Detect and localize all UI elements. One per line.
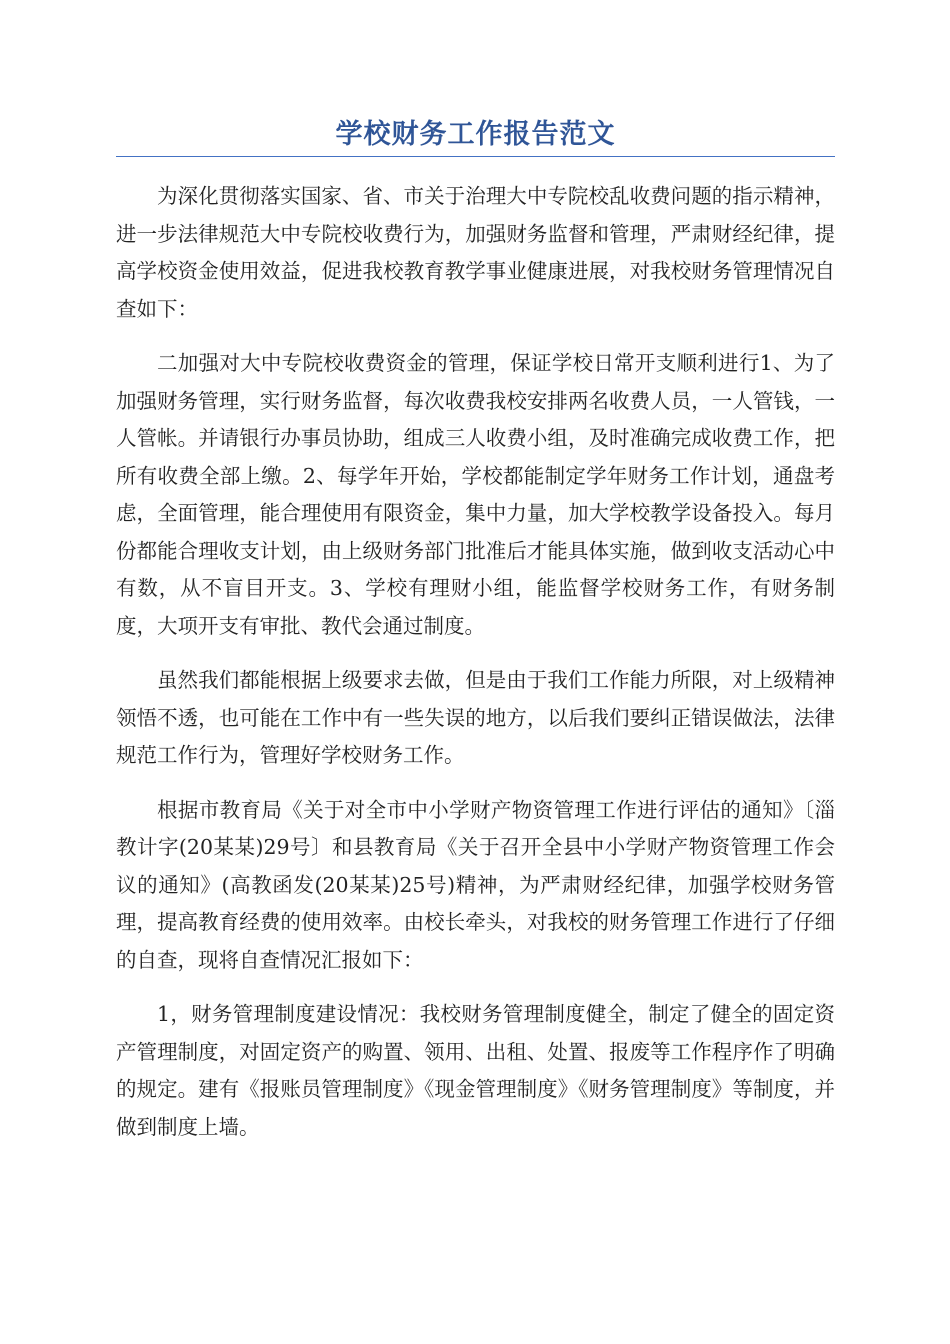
paragraph-5: 1，财务管理制度建设情况：我校财务管理制度健全，制定了健全的固定资产管理制度，对固定资产的购置、领用、出租、处置、报废等工作程序作了明确的规定。建有《报账员管理制度》《现金管理制度》《财务管理制度》等制度，并做到制度上墙。 — [116, 1002, 835, 1139]
paragraph-1: 为深化贯彻落实国家、省、市关于治理大中专院校乱收费问题的指示精神，进一步法律规范大中专院校收费行为，加强财务监督和管理，严肃财经纪律，提高学校资金使用效益，促进我校教育教学事业健康进展，对我校财务管理情况自查如下： — [116, 184, 835, 321]
document-page — [116, 0, 835, 1146]
paragraph-2: 二加强对大中专院校收费资金的管理，保证学校日常开支顺利进行1、为了加强财务管理，实行财务监督，每次收费我校安排两名收费人员，一人管钱，一人管帐。并请银行办事员协助，组成三人收费小组，及时准确完成收费工作，把所有收费全部上缴。2、每学年开始，学校都能制定学年财务工作计划，通盘考虑，全面管理，能合理使用有限资金，集中力量，加大学校教学设备投入。每月份都能合理收支计划，由上级财务部门批准后才能具体实施，做到收支活动心中有数，从不盲目开支。3、学校有理财小组，能监督学校财务工作，有财务制度，大项开支有审批、教代会通过制度。 — [116, 351, 835, 638]
title-underline — [116, 156, 835, 157]
paragraph-4: 根据市教育局《关于对全市中小学财产物资管理工作进行评估的通知》〔淄教计字(20某某)29号〕和县教育局《关于召开全县中小学财产物资管理工作会议的通知》(高教函发(20某某)25号)精神，为严肃财经纪律，加强学校财务管理，提高教育经费的使用效率。由校长牵头，对我校的财务管理工作进行了仔细的自查，现将自查情况汇报如下： — [116, 797, 835, 972]
page-title: 学校财务工作报告范文 — [335, 119, 616, 150]
document-body — [116, 178, 835, 1146]
paragraph-3: 虽然我们都能根据上级要求去做，但是由于我们工作能力所限，对上级精神领悟不透，也可能在工作中有一些失误的地方，以后我们要纠正错误做法，法律规范工作行为，管理好学校财务工作。 — [116, 668, 835, 767]
